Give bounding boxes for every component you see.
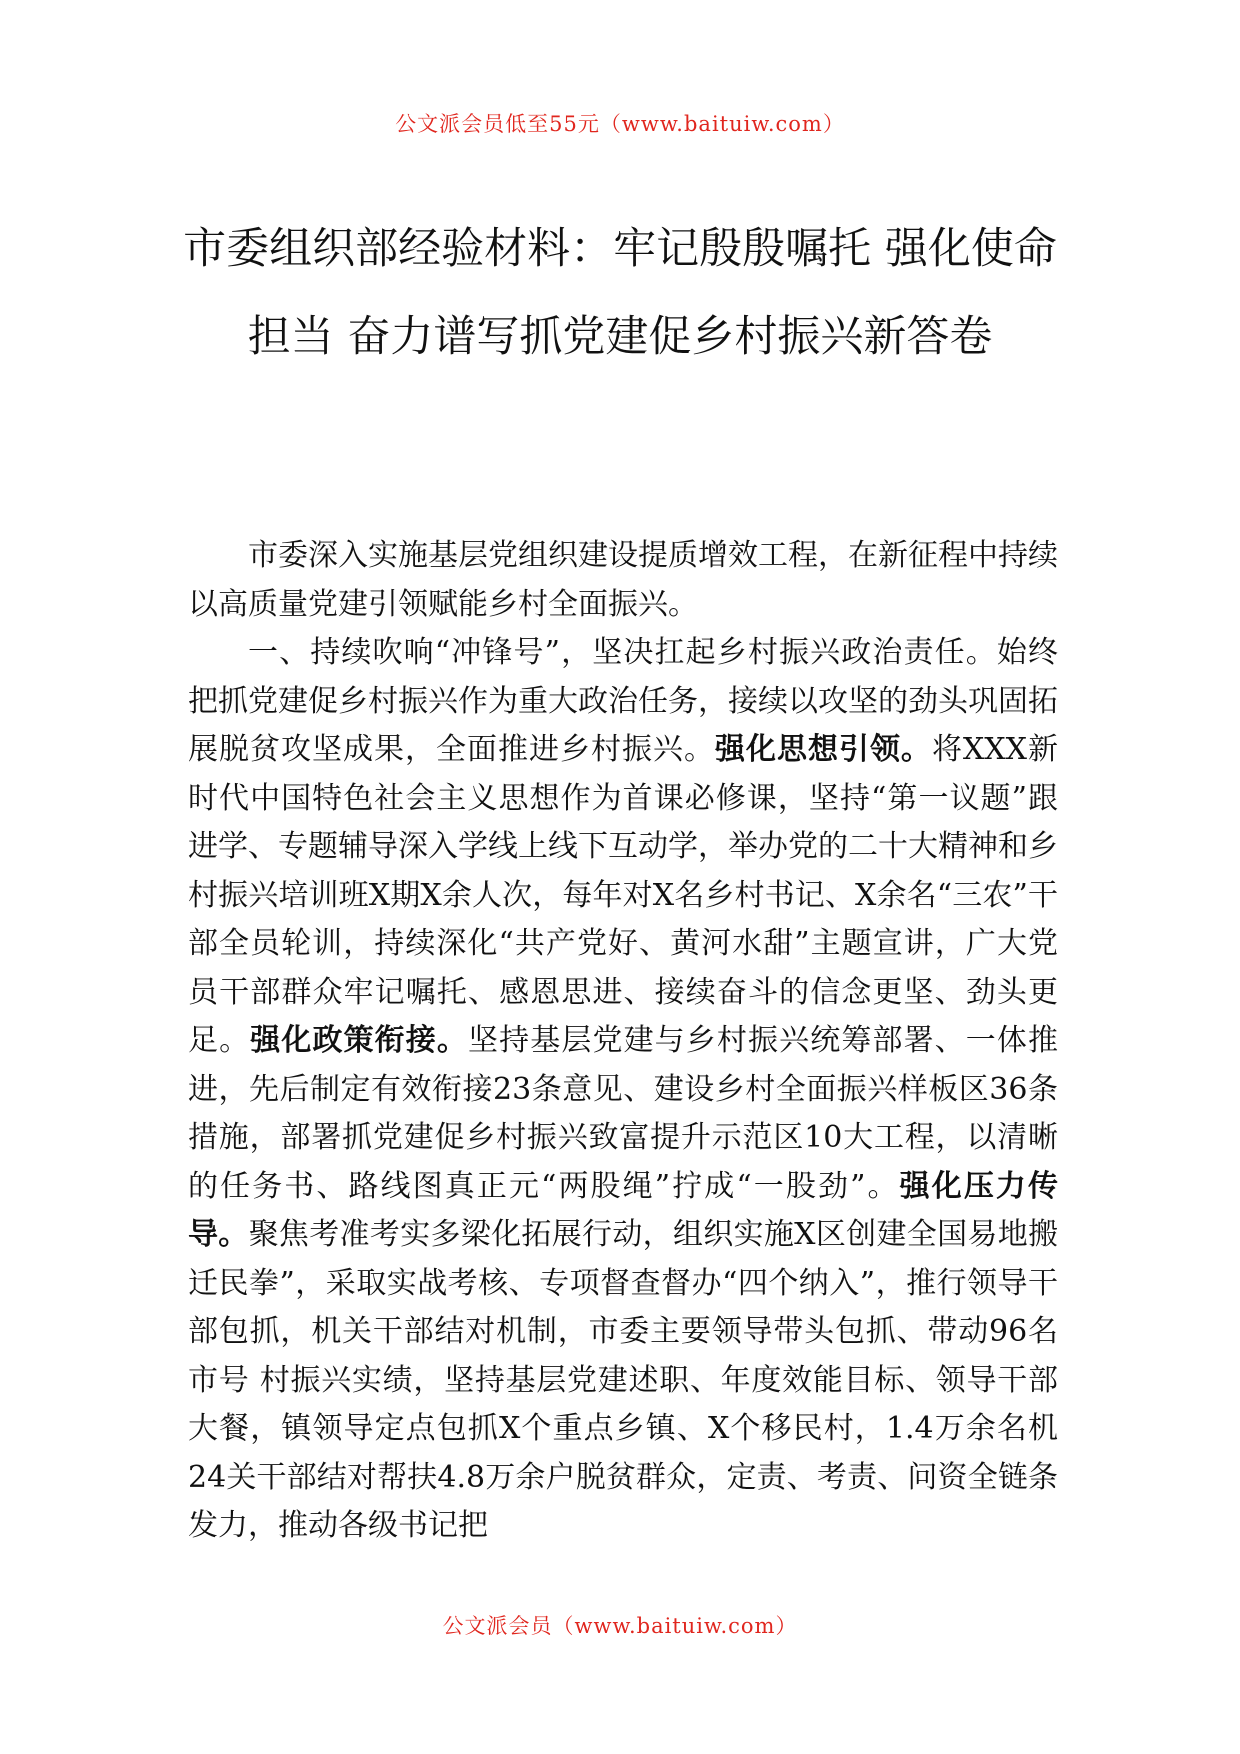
document-title: 市委组织部经验材料：牢记殷殷嘱托 强化使命担当 奋力谱写抓党建促乡村振兴新答卷 bbox=[183, 224, 1057, 362]
section-one-heading: 一、持续吹响“冲锋号”，坚决扛起乡村振兴政治责任。 bbox=[248, 635, 997, 670]
section-one-paragraph bbox=[188, 629, 1058, 1551]
keyword-policy-connection: 强化政策衔接。 bbox=[250, 1023, 469, 1058]
keyword-pressure-transmission: 强化压力传导。 bbox=[188, 1168, 1059, 1252]
policy-connection-text: 坚持基层党建与乡村振兴统筹部署、一体推进，先后制定有效衔接23条意见、建设乡村全面振兴样板区36条措施，部署抓党建促乡村振兴致富提升示范区10大工程，以清晰的任务书、路线图真正元“两股绳”拧成“一股劲”。 bbox=[188, 1023, 1059, 1204]
intro-paragraph: 市委深入实施基层党组织建设提质增效工程，在新征程中持续以高质量党建引领赋能乡村全面振兴。 bbox=[188, 538, 1058, 622]
thought-guidance-text: 将XXX新时代中国特色社会主义思想作为首课必修课，坚持“第一议题”跟进学、专题辅导深入学线上线下互动学，举办党的二十大精神和乡村振兴培训班X期X余人次，每年对X名乡村书记、X余名“三农”干部全员轮训，持续深化“共产党好、黄河水甜”主题宣讲，广大党员干部群众牢记嘱托、感恩思进、接续奋斗的信念更坚、劲头更足。 bbox=[188, 732, 1059, 1058]
header-watermark: 公文派会员低至55元（www.baituiw.com） bbox=[395, 112, 845, 136]
pressure-transmission-text: 聚焦考准考实多梁化拓展行动，组织实施X区创建全国易地搬迁民拳”，采取实战考核、专项督查督办“四个纳入”，推行领导干部包抓，机关干部结对机制，市委主要领导带头包抓、带动96名市号 村振兴实绩，坚持基层党建述职、年度效能目标、领导干部大餐，镇领导定点包抓X个重点乡镇、X个移民村，1.4万余名机 24关干部结对帮扶4.8万余户脱贫群众，定责、考责、问资全链条发力，推动各级书记把 bbox=[188, 1217, 1059, 1543]
footer-watermark: 公文派会员（www.baituiw.com） bbox=[442, 1614, 798, 1638]
section-one-intro: 始终把抓党建促乡村振兴作为重大政治任务，接续以攻坚的劲头巩固拓展脱贫攻坚成果，全面推进乡村振兴。 bbox=[188, 635, 1058, 767]
document-body bbox=[188, 532, 1058, 1551]
keyword-thought-guidance: 强化思想引领。 bbox=[714, 732, 932, 767]
